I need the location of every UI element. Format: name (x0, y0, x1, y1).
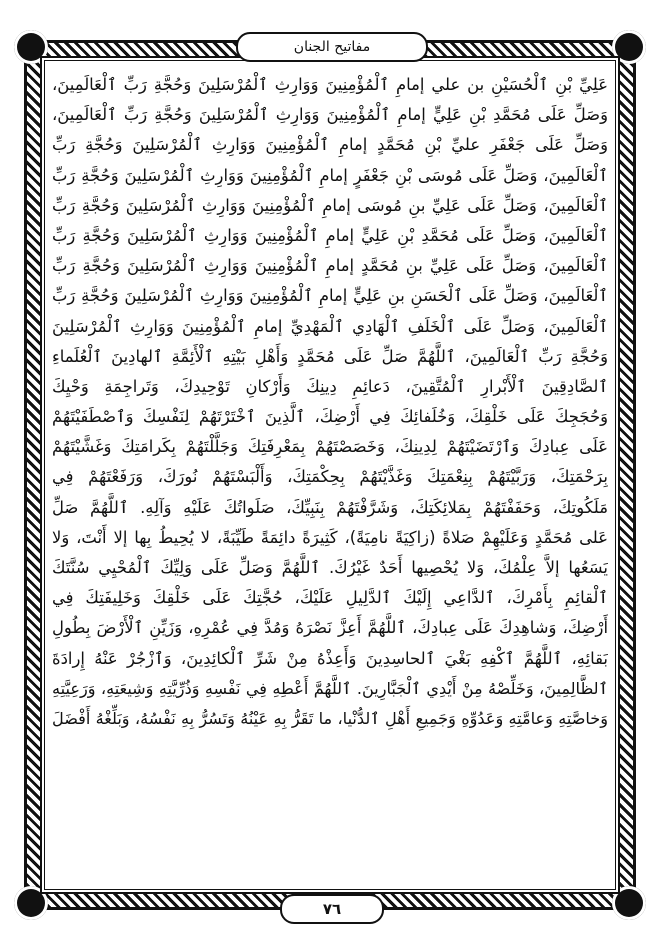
text-line: وَصَلِّ عَلَى مُحَمَّدِ بْنِ عَلِيٍّ إمامِ ٱلْمُؤْمِنِينَ وَوَارِثِ ٱلْمُرْسَلِينَ وَحُجَّةِ رَبِّ ٱلْعَالَمِينَ، (52, 105, 608, 125)
prayer-text (52, 70, 608, 886)
text-line: عَلى مُحَمَّدٍ وَعَلَيْهِمْ صَلاةً (زاكِيَةً نامِيَةً)، كَثِيرَةً دائِمَةً طَيِّبَةً، لا يُحِيطُ بِها إلا أَنْتَ، وَلا (52, 527, 608, 547)
text-line: عَلَى عِبادِكَ وَٱرْتَضَيْتَهُمْ لِدِينِكَ، وَخَصَصْتَهُمْ بِمَعْرِفَتِكَ وَجَلَّلْتَهُمْ بِكَرامَتِكَ وَغَشَّيْتَهُمْ (52, 437, 608, 457)
text-line: مَلَكُوتِكَ، وَحَفَفْتَهُمْ بِمَلائِكَتِكَ، وَشَرَّفْتَهُمْ بِنَبِيِّكَ، صَلَواتُكَ عَلَيْهِ وَآلِهِ. ٱللَّهُمَّ صَلِّ (52, 497, 608, 517)
page-footer (280, 894, 384, 924)
page-header (236, 32, 428, 62)
text-line: وَحُجَّةِ رَبِّ ٱلْعَالَمِينَ، ٱللَّهُمَّ صَلِّ عَلَى مُحَمَّدٍ وَأَهْلِ بَيْتِهِ ٱلْأَئِمَّةِ ٱلهادِينَ ٱلْعُلَماءِ (52, 346, 608, 366)
book-title: مفاتيح الجنان (293, 39, 371, 55)
text-line: ٱلْعَالَمِينَ، وَصَلِّ عَلَى ٱلْحَسَنِ بنِ عَلِيٍّ إمامِ ٱلْمُؤْمِنِينَ وَوَارِثِ ٱلْمُرْسَلِينَ وَحُجَّةِ رَبِّ (52, 286, 608, 306)
text-line: يَسَعُها إلاَّ عِلْمُكَ، وَلا يُحْصِيها أَحَدٌ غَيْرُكَ. ٱللَّهُمَّ وَصَلِّ عَلَى وَلِيِّكَ ٱلْمُحْيِي سُنَّتَكَ (52, 558, 608, 577)
text-line: ٱلظَّالِمِينَ، وَخَلِّصْهُ مِنْ أَيْدِي ٱلْجَبَّارِينَ. ٱللَّهُمَّ أَعْطِهِ فِي نَفْسِهِ وَذُرِّيَّتِهِ وَشِيعَتِهِ، وَرَعِيَّتِهِ (52, 678, 608, 698)
page-number: ٧٦ (322, 900, 342, 918)
text-line: وَصَلِّ عَلَى جَعْفَرِ عليِّ بْنِ مُحَمَّدٍ إمامِ ٱلْمُؤْمِنِينَ وَوَارِثِ ٱلْمُرْسَلِينَ وَحُجَّةِ رَبِّ (52, 135, 608, 155)
text-line: ٱلْعَالَمِينَ، وَصَلِّ عَلَى عَلِيِّ بنِ مُوسَى إمامِ ٱلْمُؤْمِنِينَ وَوَارِثِ ٱلْمُرْسَلِينَ وَحُجَّةِ رَبِّ (52, 195, 608, 215)
text-line: وَخاصَّتِهِ وَعامَّتِهِ وَعَدُوِّهِ وَجَمِيعِ أَهْلِ ٱلدُّنْيا، ما تَقَرُّ بِهِ عَيْنُهُ وَتَسُرُّ بِهِ نَفْسُهُ، وَبَلِّغْهُ أَفْضَلَ (52, 708, 608, 728)
text-line: ٱلْعَالَمِينَ، وَصَلِّ عَلَى عَلِيِّ بنِ مُحَمَّدٍ إمامِ ٱلْمُؤْمِنِينَ وَوَارِثِ ٱلْمُرْسَلِينَ وَحُجَّةِ رَبِّ (52, 256, 608, 276)
text-line: ٱلْعَالَمِينَ، وَصَلِّ عَلَى مُحَمَّدِ بْنِ عَلِيٍّ إمامِ ٱلْمُؤْمِنِينَ وَوَارِثِ ٱلْمُرْسَلِينَ وَحُجَّةِ رَبِّ (52, 225, 608, 245)
text-line: وَحُجَجِكَ عَلَى خَلْقِكَ، وَخُلَفائِكَ فِي أَرْضِكَ، ٱلَّذِينَ ٱخْتَرْتَهُمْ لِنَفْسِكَ وَٱصْطَفَيْتَهُمْ (52, 407, 608, 427)
text-line: أَرْضِكَ، وَشاهِدِكَ عَلَى عِبادِكَ، ٱللَّهُمَّ أَعِزَّ نَصْرَهُ وَمُدَّ فِي عُمْرِهِ، وَزَيِّنِ ٱلْأَرْضَ بِطُولِ (52, 618, 608, 638)
text-line: بِرَحْمَتِكَ، وَرَبَّيْتَهُمْ بِنِعْمَتِكَ وَغَذَّيْتَهُمْ بِحِكْمَتِكَ، وَأَلْبَسْتَهُمْ نُورَكَ، وَرَفَعْتَهُمْ فِي (52, 467, 608, 487)
text-line: بَقائِهِ، ٱللَّهُمَّ ٱكْفِهِ بَغْيَ ٱلحاسِدِينَ وَأَعِذْهُ مِنْ شَرِّ ٱلْكائِدِينَ، وَٱزْجُرْ عَنْهُ إِرادَةَ (52, 648, 608, 668)
text-line: ٱلصَّادِقِينَ ٱلْأَبْرارِ ٱلْمُتَّقِينَ، دَعائِمِ دِينِكَ وَأَرْكانِ تَوْحِيدِكَ، وَتَراجِمَةِ وَحْيِكَ (52, 376, 608, 396)
text-line: ٱلْعَالَمِينَ، وَصَلِّ عَلَى مُوسَى بْنِ جَعْفَرٍ إمامِ ٱلْمُؤْمِنِينَ وَوَارِثِ ٱلْمُرْسَلِينَ وَحُجَّةِ رَبِّ (52, 165, 608, 185)
text-line: ٱلْقائِمِ بِأَمْرِكَ، ٱلدَّاعِي إِلَيْكَ ٱلدَّلِيلِ عَلَيْكَ، حُجَّتِكَ عَلَى خَلْقِكَ وَخَلِيفَتِكَ فِي (52, 588, 608, 608)
text-line: عَلِيِّ بْنِ ٱلْحُسَيْنِ بن علي إمامِ ٱلْمُؤْمِنِينَ وَوَارِثِ ٱلْمُرْسَلِينَ وَحُجَّةِ رَبِّ ٱلْعَالَمِينَ، (52, 75, 608, 94)
text-line: ٱلْعَالَمِينَ، وَصَلِّ عَلَى ٱلْخَلَفِ ٱلْهَادِي ٱلْمَهْدِيِّ إمامِ ٱلْمُؤْمِنِينَ وَوَارِثِ ٱلْمُرْسَلِينَ (52, 316, 608, 336)
